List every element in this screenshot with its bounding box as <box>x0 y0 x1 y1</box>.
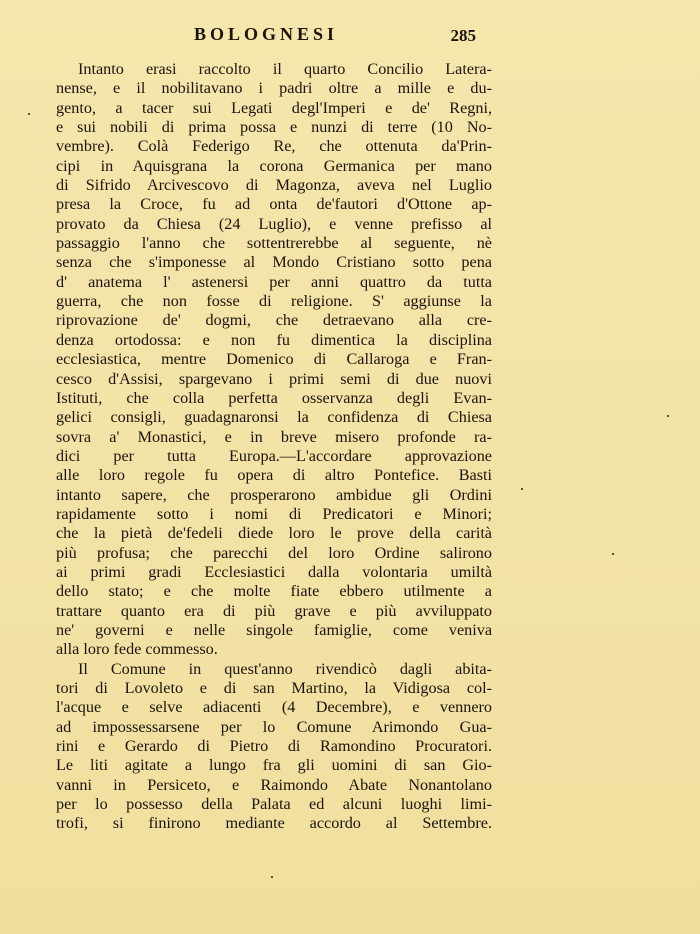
running-title: BOLOGNESI <box>194 24 339 44</box>
text-line: ne' governi e nelle singole famiglie, come veniva <box>56 620 492 639</box>
text-line: rini e Gerardo di Pietro di Ramondino Procuratori. <box>56 737 492 756</box>
text-line: cesco d'Assisi, spargevano i primi semi di due nuovi <box>56 369 492 388</box>
text-line: dello stato; e che molte fiate ebbero utilmente a <box>56 582 492 601</box>
text-line: Il Comune in quest'anno rivendicò dagli abita- <box>78 659 492 678</box>
page-header <box>56 20 476 52</box>
text-line: d' anatema l' astenersi per anni quattro da tutta <box>56 272 492 291</box>
paper-speck <box>28 113 30 115</box>
text-line: ai primi gradi Ecclesiastici dalla volontaria umiltà <box>56 562 492 581</box>
text-line: alla loro fede commesso. <box>56 640 218 659</box>
text-line: di Sifrido Arcivescovo di Magonza, aveva nel Luglio <box>56 176 492 195</box>
text-line: per lo possesso della Palata ed alcuni luoghi limi- <box>56 795 492 814</box>
text-line: dici per tutta Europa.—L'accordare approvazione <box>56 446 492 465</box>
text-line: Intanto erasi raccolto il quarto Concilio Latera- <box>78 60 492 78</box>
text-line: cipi in Aquisgrana la corona Germanica per mano <box>56 156 492 175</box>
text-line: Le liti agitate a lungo fra gli uomini di san Gio- <box>56 756 492 775</box>
text-line: gelici consigli, guadagnaronsi la confidenza di Chiesa <box>56 408 492 427</box>
text-line: nense, e il nobilitavano i padri oltre a mille e du- <box>56 79 492 98</box>
body-text <box>56 60 492 834</box>
paragraph-1 <box>56 60 492 660</box>
text-line: riprovazione de' dogmi, che detraevano alla cre- <box>56 311 492 330</box>
text-line: tori di Lovoleto e di san Martino, la Vidigosa col- <box>56 679 492 697</box>
text-line: denza ortodossa: e non fu dimentica la disciplina <box>56 330 492 349</box>
text-line: ecclesiastica, mentre Domenico di Callaroga e Fran- <box>56 350 492 369</box>
text-line: più profusa; che parecchi del loro Ordine salirono <box>56 543 492 562</box>
text-line: ad impossessarsene per lo Comune Arimondo Gua- <box>56 717 492 736</box>
paragraph-2 <box>56 660 492 834</box>
text-line: guerra, che non fosse di religione. S' aggiunse la <box>56 292 492 311</box>
text-line: e sui nobili di prima possa e nunzi di terre (10 No- <box>56 118 492 137</box>
text-line: che la pietà de'fedeli diede loro le prove della carità <box>56 524 492 543</box>
text-line: vanni in Persiceto, e Raimondo Abate Nonantolano <box>56 775 492 794</box>
text-line: l'acque e selve adiacenti (4 Decembre), e vennero <box>56 698 492 717</box>
text-line: alle loro regole fu opera di altro Pontefice. Basti <box>56 466 492 485</box>
text-line: intanto sapere, che prosperarono ambidue gli Ordini <box>56 485 492 504</box>
text-line: gento, a tacer sui Legati degl'Imperi e de' Regni, <box>56 98 492 117</box>
text-line: presa la Croce, fu ad onta de'fautori d'Ottone ap- <box>56 195 492 214</box>
text-line: senza che s'imponesse al Mondo Cristiano sotto pena <box>56 253 492 272</box>
paper-speck <box>521 488 523 490</box>
text-line: passaggio l'anno che sottentrerebbe al seguente, nè <box>56 234 492 253</box>
paper-speck <box>612 553 614 555</box>
text-line: rapidamente sotto i nomi di Predicatori e Minori; <box>56 504 492 523</box>
text-line: vembre). Colà Federigo Re, che ottenuta da'Prin- <box>56 137 492 156</box>
text-line: Istituti, che colla perfetta osservanza degli Evan- <box>56 388 492 407</box>
paper-speck <box>667 415 669 417</box>
text-line: provato da Chiesa (24 Luglio), e venne prefisso al <box>56 214 492 233</box>
text-line: sovra a' Monastici, e in breve misero profonde ra- <box>56 427 492 446</box>
page-number: 285 <box>450 26 476 45</box>
text-line: trofi, si finirono mediante accordo al Settembre. <box>56 814 492 833</box>
paper-speck <box>271 876 273 878</box>
text-line: trattare quanto era di più grave e più avviluppato <box>56 601 492 620</box>
